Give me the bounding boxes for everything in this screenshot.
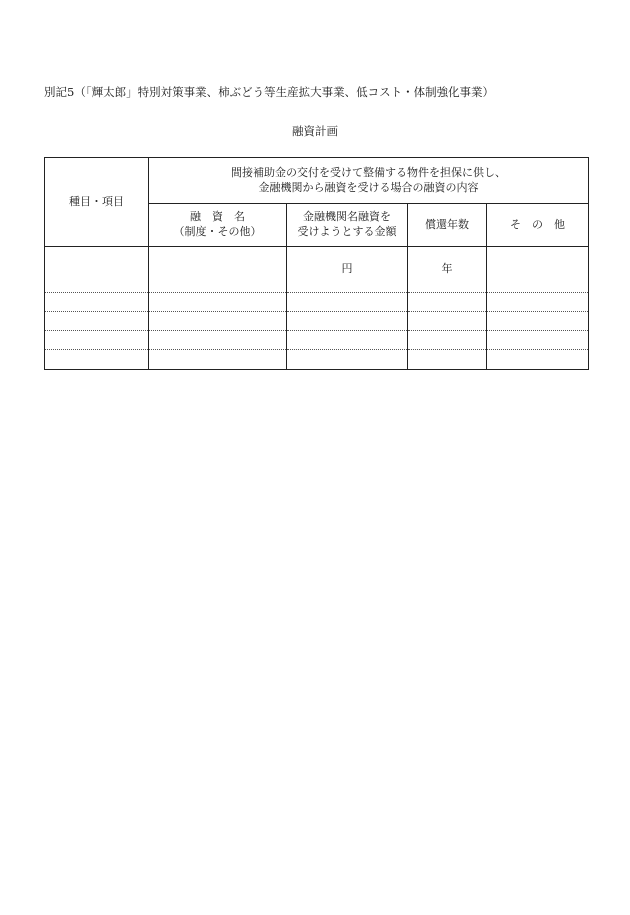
cell-years[interactable]: 年 (408, 247, 487, 293)
cell-other[interactable] (487, 331, 589, 350)
cell-amount[interactable] (287, 293, 408, 312)
cell-category[interactable] (45, 350, 149, 370)
cell-category[interactable] (45, 331, 149, 350)
header-category: 種目・項目 (45, 158, 149, 247)
header-loan-content-line2: 金融機関から融資を受ける場合の融資の内容 (258, 180, 479, 194)
cell-loan-name[interactable] (149, 247, 287, 293)
page-title: 融資計画 (292, 124, 338, 138)
header-bank-amount-line1: 金融機関名融資を (303, 210, 391, 224)
cell-amount[interactable] (287, 312, 408, 331)
cell-category[interactable] (45, 312, 149, 331)
header-repayment-years: 償還年数 (408, 204, 487, 247)
cell-years[interactable] (408, 331, 487, 350)
loan-plan-table (44, 157, 589, 370)
header-other: そ の 他 (487, 204, 589, 247)
header-note: 別記5（「輝太郎」特別対策事業、柿ぶどう等生産拡大事業、低コスト・体制強化事業） (44, 85, 495, 99)
cell-years[interactable] (408, 350, 487, 370)
table-row (45, 247, 589, 293)
cell-other[interactable] (487, 350, 589, 370)
cell-years[interactable] (408, 293, 487, 312)
header-loan-name-line1: 融 資 名 (190, 210, 245, 224)
table-row (45, 331, 589, 350)
cell-category[interactable] (45, 293, 149, 312)
cell-other[interactable] (487, 293, 589, 312)
cell-other[interactable] (487, 312, 589, 331)
header-bank-amount-line2: 受けようとする金額 (297, 225, 397, 238)
table-row (45, 293, 589, 312)
header-loan-content-line1: 間接補助金の交付を受けて整備する物件を担保に供し、 (231, 165, 506, 179)
header-loan-content (149, 158, 589, 204)
cell-other[interactable] (487, 247, 589, 293)
table-row (45, 350, 589, 370)
cell-amount[interactable]: 円 (287, 247, 408, 293)
cell-loan-name[interactable] (149, 293, 287, 312)
table-header-row-1 (45, 158, 589, 204)
cell-amount[interactable] (287, 350, 408, 370)
cell-loan-name[interactable] (149, 350, 287, 370)
header-bank-amount (287, 204, 408, 247)
header-loan-name-line2: （制度・その他） (173, 225, 262, 238)
cell-category[interactable] (45, 247, 149, 293)
table-row (45, 312, 589, 331)
cell-amount[interactable] (287, 331, 408, 350)
header-loan-name (149, 204, 287, 247)
cell-loan-name[interactable] (149, 312, 287, 331)
cell-loan-name[interactable] (149, 331, 287, 350)
cell-years[interactable] (408, 312, 487, 331)
